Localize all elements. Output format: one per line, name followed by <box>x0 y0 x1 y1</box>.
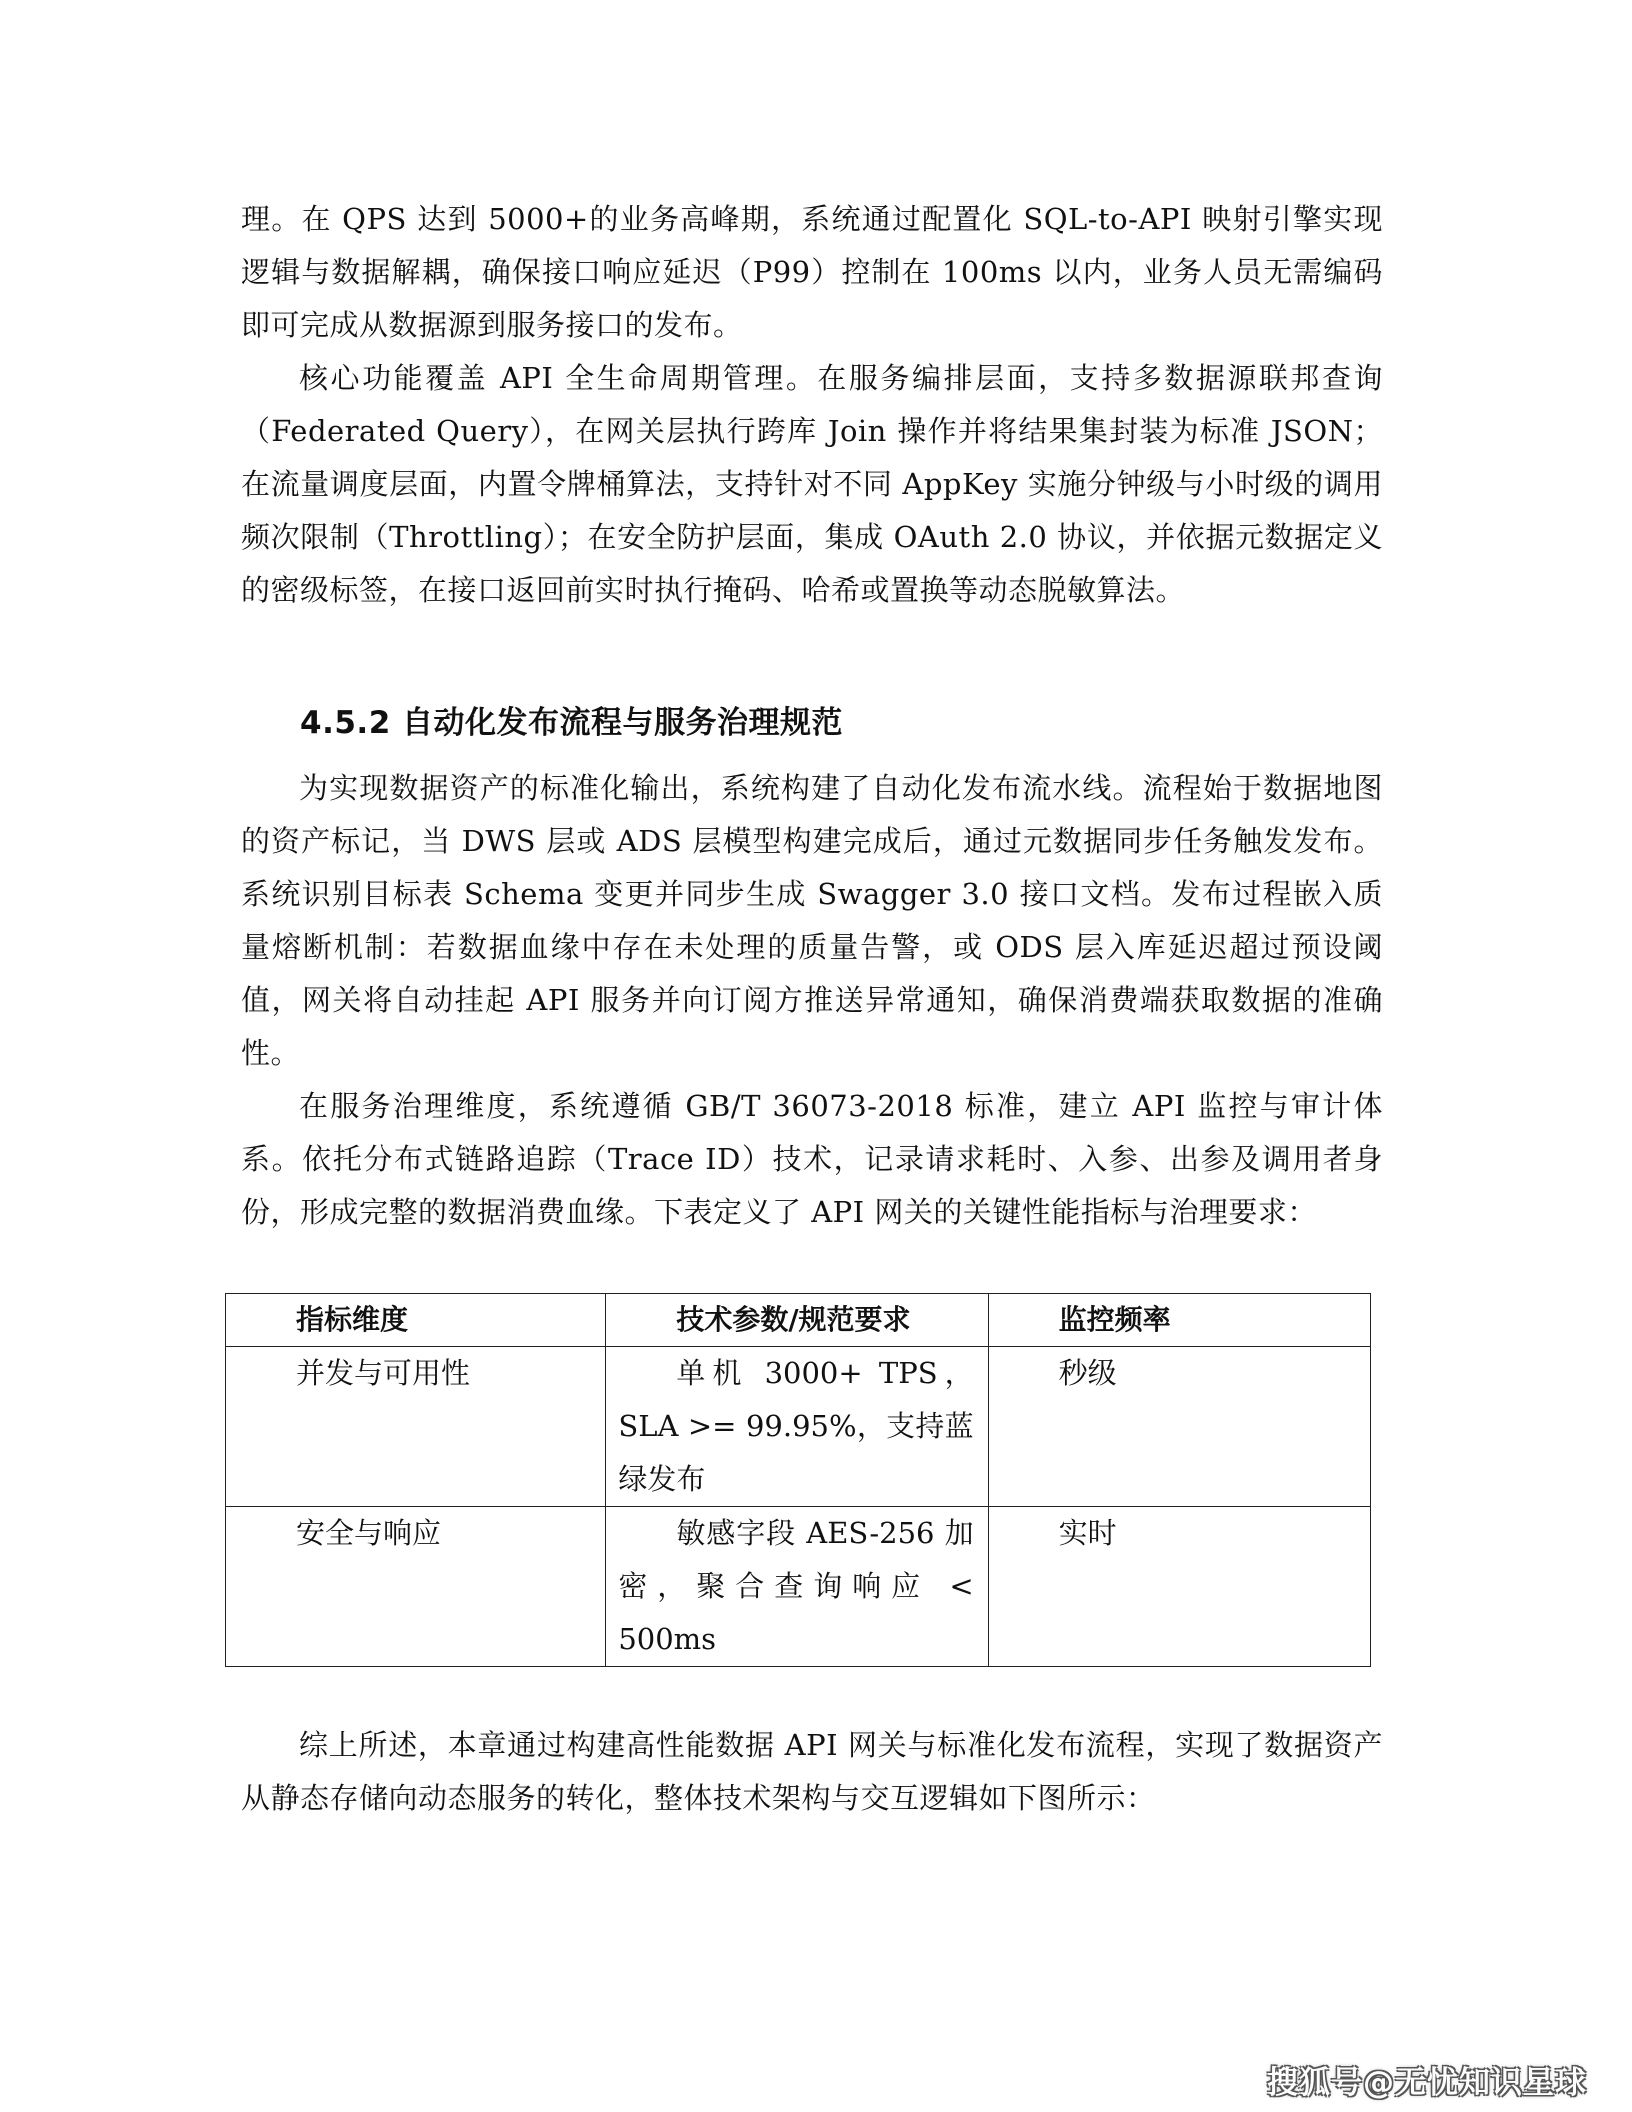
table-header-cell: 监控频率 <box>988 1294 1370 1347</box>
paragraph-core-functions: 核心功能覆盖 API 全生命周期管理。在服务编排层面，支持多数据源联邦查询（Federated Query），在网关层执行跨库 Join 操作并将结果集封装为标准 JSON；在流量调度层面，内置令牌桶算法，支持针对不同 AppKey 实施分钟级与小时级的调用频次限制（Throttling）；在安全防护层面，集成 OAuth 2.0 协议，并依据元数据定义的密级标签，在接口返回前实时执行掩码、哈希或置换等动态脱敏算法。 <box>241 361 1383 607</box>
table-cell-requirement-text: 单机 3000+ TPS，SLA >= 99.95%，支持蓝绿发布 <box>618 1356 974 1496</box>
section-heading: 4.5.2 自动化发布流程与服务治理规范 <box>300 705 844 741</box>
paragraph-release-pipeline: 为实现数据资产的标准化输出，系统构建了自动化发布流水线。流程始于数据地图的资产标记，当 DWS 层或 ADS 层模型构建完成后，通过元数据同步任务触发发布。系统识别目标表 Schema 变更并同步生成 Swagger 3.0 接口文档。发布过程嵌入质量熔断机制：若数据血缘中存在未处理的质量告警，或 ODS 层入库延迟超过预设阈值，网关将自动挂起 API 服务并向订阅方推送异常通知，确保消费端获取数据的准确性。 <box>241 771 1383 1070</box>
table-header-cell: 技术参数/规范要求 <box>606 1294 988 1347</box>
table-cell-requirement <box>606 1347 988 1507</box>
watermark: 搜狐号@无忧知识星球 <box>1267 2065 1587 2101</box>
table-cell-requirement <box>606 1507 988 1667</box>
paragraph-intro-continuation: 理。在 QPS 达到 5000+的业务高峰期，系统通过配置化 SQL-to-API 映射引擎实现逻辑与数据解耦，确保接口响应延迟（P99）控制在 100ms 以内，业务人员无需编码即可完成从数据源到服务接口的发布。 <box>241 202 1383 342</box>
table-header-row <box>226 1294 1371 1347</box>
table-cell-frequency: 实时 <box>988 1507 1370 1667</box>
table-cell-frequency: 秒级 <box>988 1347 1370 1507</box>
table-header-cell: 指标维度 <box>226 1294 606 1347</box>
table-row <box>226 1507 1371 1667</box>
paragraph-summary: 综上所述，本章通过构建高性能数据 API 网关与标准化发布流程，实现了数据资产从静态存储向动态服务的转化，整体技术架构与交互逻辑如下图所示： <box>241 1728 1383 1815</box>
table-row <box>226 1347 1371 1507</box>
kpi-table <box>225 1293 1371 1667</box>
table-cell-dimension: 安全与响应 <box>226 1507 606 1667</box>
paragraph-service-governance: 在服务治理维度，系统遵循 GB/T 36073-2018 标准，建立 API 监控与审计体系。依托分布式链路追踪（Trace ID）技术，记录请求耗时、入参、出参及调用者身份，形成完整的数据消费血缘。下表定义了 API 网关的关键性能指标与治理要求： <box>241 1089 1383 1229</box>
table-cell-requirement-text: 敏感字段 AES-256 加密，聚合查询响应 < 500ms <box>618 1516 974 1656</box>
table-cell-dimension: 并发与可用性 <box>226 1347 606 1507</box>
